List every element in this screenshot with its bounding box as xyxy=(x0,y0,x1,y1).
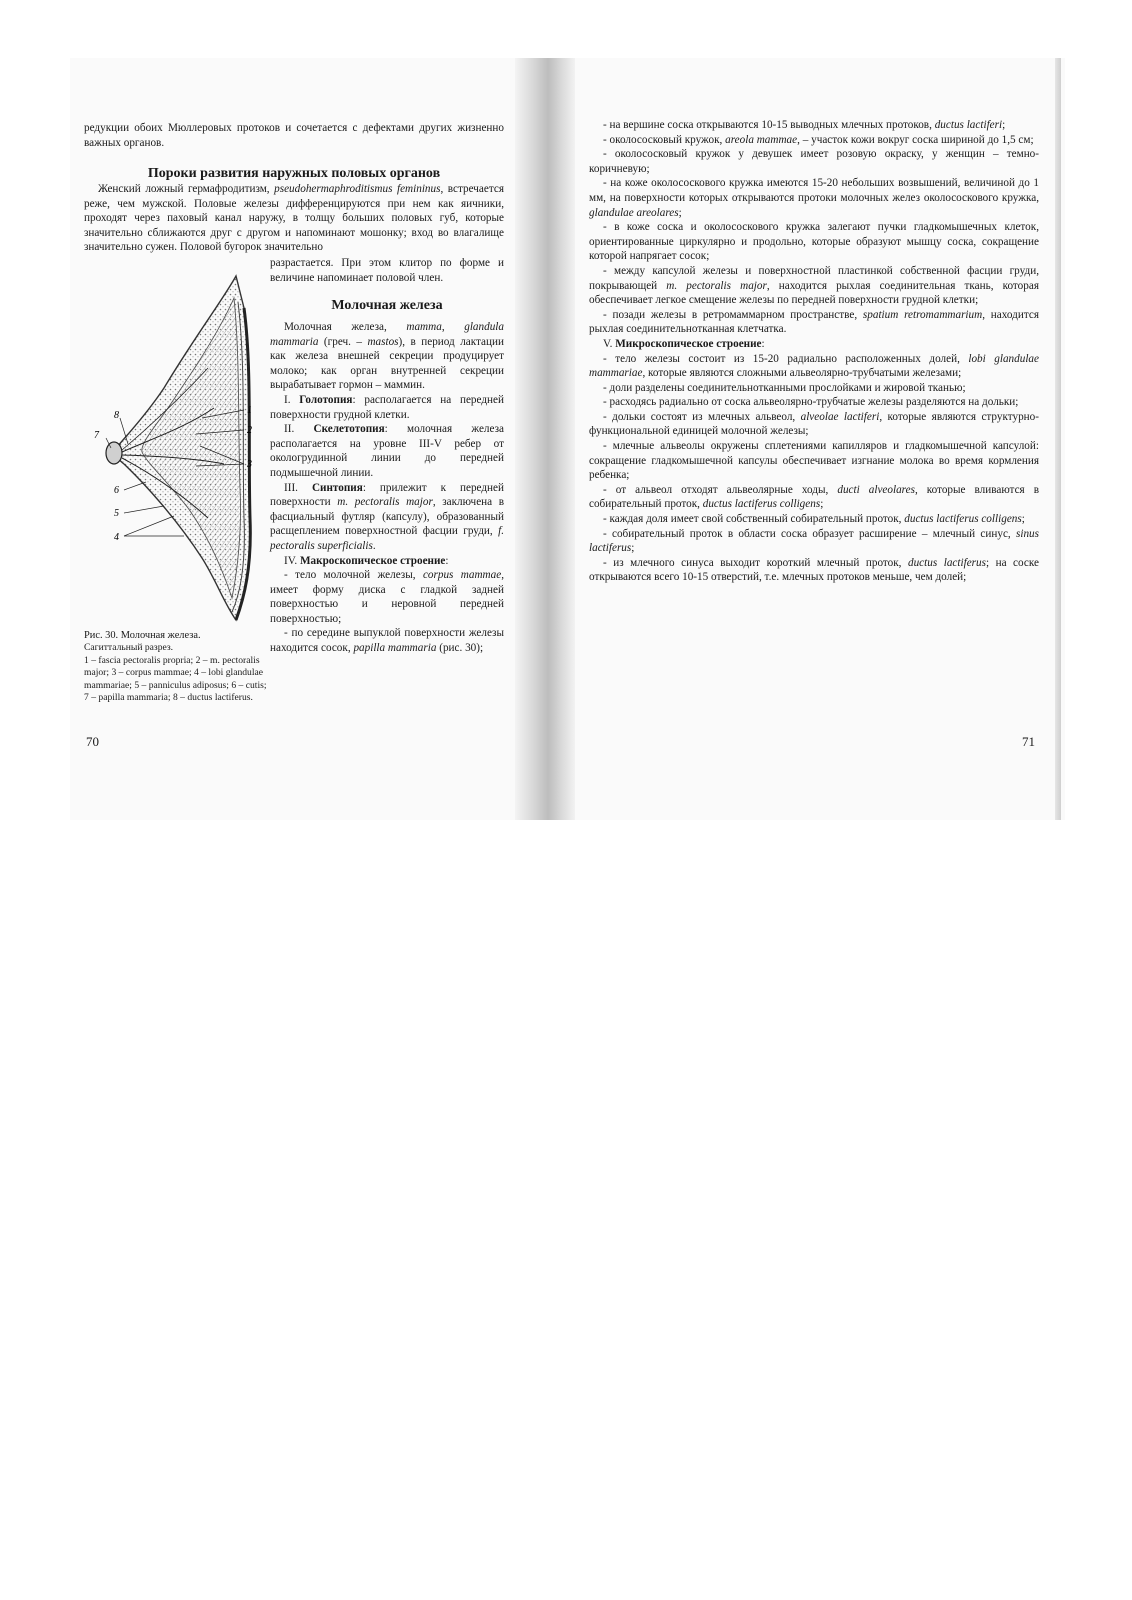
r-item-areola-color: - околососковый кружок у девушек имеет розовую окраску, у женщин – темно-коричневую; xyxy=(589,148,1039,175)
r-item-collecting-duct: - каждая доля имеет свой собственный собирательный проток, ductus lactiferus colligens; xyxy=(603,513,1025,526)
right-page xyxy=(575,58,1055,820)
micro-structure-heading: V. Микроскопическое строение: xyxy=(603,337,765,350)
paragraph-pseudohermaphroditism: Женский ложный гермафродитизм, pseudohermaphroditismus femininus, встречается реже, чем мужской. Половые железы дифференцируются при нем как яичники, проходят через паховый канал наружу, в толщу больших половых губ, которые значительно сближаются друг с другом и напоминают мошонку; вход во влагалище значительно сужен. Половой бугорок значительно xyxy=(84,183,504,254)
golotopia-paragraph: I. Голотопия: располагается на передней поверхности грудной клетки. xyxy=(270,393,504,421)
syntopia-paragraph: III. Синтопия: прилежит к передней поверхности m. pectoralis major, заключена в фасциальный футляр (капсулу), образованный расщеплением поверхностной фасции груди, f. pectoralis superficialis. xyxy=(270,481,504,552)
figure-caption-title: Рис. 30. Молочная железа. xyxy=(84,630,201,641)
r-item-capsule: - между капсулой железы и поверхностной пластинкой собственной фасции груди, покрывающей m. pectoralis major, находится рыхлая соединительная ткань, которая обеспечивает легкое смещение железы по передней поверхности грудной клетки; xyxy=(589,264,1039,307)
r-item-smooth-muscle: - в коже соска и околососкового кружка залегают пучки гладкомышечных клеток, ориентированные циркулярно и продольно, которые образуют мышцу соска, сокращение которой напрягает сосок; xyxy=(589,221,1039,263)
figure-label-2: 2 xyxy=(247,425,252,436)
paragraph-continuation: разрастается. При этом клитор по форме и величине напоминает половой член. xyxy=(270,257,504,284)
book-gutter-shadow xyxy=(515,58,575,820)
r-item-areolar-glands: - на коже околососкового кружка имеются 15-20 небольших возвышений, величиной до 1 мм, на поверхности которых открываются протоки молочных желез околососкового кружка, glandulae areolares; xyxy=(589,177,1039,219)
right-page-body xyxy=(589,118,1039,585)
r-item-sinus: - собирательный проток в области соска образует расширение – млечный синус, sinus lactiferus; xyxy=(589,527,1039,555)
figure-label-7: 7 xyxy=(94,430,99,441)
figure-label-1: 1 xyxy=(247,405,252,416)
heading-external-genital-defects: Пороки развития наружных половых органов xyxy=(147,166,441,181)
r-item-lobes: - тело железы состоит из 15-20 радиально расположенных долей, lobi glandulae mammariae, которые являются сложными альвеолярно-трубчатыми железами; xyxy=(589,352,1039,380)
r-item-alveolar-ducts: - от альвеол отходят альвеолярные ходы, ducti alveolares, которые вливаются в собирательный проток, ductus lactiferus colligens; xyxy=(589,483,1039,511)
figure-label-4: 4 xyxy=(114,532,119,543)
figure-caption-items: 1 – fascia pectoralis propria; 2 – m. pectoralis major; 3 – corpus mammae; 4 – lobi glandulae mammariae; 5 – panniculus adiposus; 6 – cutis; 7 – papilla mammaria; 8 – ductus lactiferus. xyxy=(84,654,267,704)
r-item-lobules: - расходясь радиально от соска альвеолярно-трубчатые железы разделяются на дольки; xyxy=(603,396,1019,409)
r-item-retromammary: - позади железы в ретромаммарном пространстве, spatium retromammarium, находится рыхлая соединительнотканная клетчатка. xyxy=(589,308,1039,336)
figure-label-6: 6 xyxy=(114,485,119,496)
r-item-areola: - околососковый кружок, areola mammae, – участок кожи вокруг соска шириной до 1,5 см; xyxy=(603,133,1034,146)
left-page xyxy=(70,58,515,820)
macro-item-corpus: - тело молочной железы, corpus mammae, имеет форму диска с гладкой задней поверхностью и неровной передней поверхностью; xyxy=(270,569,504,625)
r-item-nipple-ducts: - на вершине соска открываются 10-15 выводных млечных протоков, ductus lactiferi; xyxy=(603,119,1006,131)
skeletotopia-paragraph: II. Скелетотопия: молочная железа располагается на уровне III-V ребер от окологрудинной линии до передней подмышечной линии. xyxy=(270,423,504,479)
mammary-gland-illustration xyxy=(84,268,268,628)
figure-label-3: 3 xyxy=(247,459,252,470)
r-item-capillaries: - млечные альвеолы окружены сплетениями капилляров и гладкомышечной капсулой: сокращение гладкомышечной капсулы обеспечивает изгнание молока во время кормления ребенка; xyxy=(589,440,1039,482)
r-item-lobe-separation: - доли разделены соединительнотканными прослойками и жировой тканью; xyxy=(603,381,966,394)
page-edge xyxy=(1055,58,1061,820)
left-top-text: редукции обоих Мюллеровых протоков и сочетается с дефектами других жизненно важных органов. xyxy=(84,122,504,149)
figure-caption-subtitle: Сагиттальный разрез. xyxy=(84,642,174,654)
heading-mammary-gland: Молочная железа xyxy=(331,298,443,313)
page-number-right: 71 xyxy=(1022,734,1035,749)
figure-label-5: 5 xyxy=(114,508,119,519)
page-number-left: 70 xyxy=(86,734,99,749)
figure-caption xyxy=(84,630,268,704)
mammary-gland-column xyxy=(270,320,504,656)
figure-mammary-gland-section xyxy=(84,268,268,628)
macro-item-papilla: - по середине выпуклой поверхности железы находится сосок, papilla mammaria (рис. 30); xyxy=(270,627,504,655)
r-item-lactiferous-duct: - из млечного синуса выходит короткий млечный проток, ductus lactiferus; на соске открываются всего 10-15 отверстий, т.е. млечных протоков меньше, чем долей; xyxy=(589,556,1039,584)
r-item-alveoli: - дольки состоят из млечных альвеол, alveolae lactiferi, которые являются структурно-функциональной единицей молочной железы; xyxy=(589,410,1039,438)
figure-label-8: 8 xyxy=(114,410,119,421)
mammary-intro: Молочная железа, mamma, glandula mammaria (греч. – mastos), в период лактации как железа внешней секреции продуцирует молоко; как орган внутренней секреции вырабатывает гормон – маммин. xyxy=(270,321,504,392)
book-spread xyxy=(70,58,1065,820)
macro-structure-heading: IV. Макроскопическое строение: xyxy=(284,554,449,567)
